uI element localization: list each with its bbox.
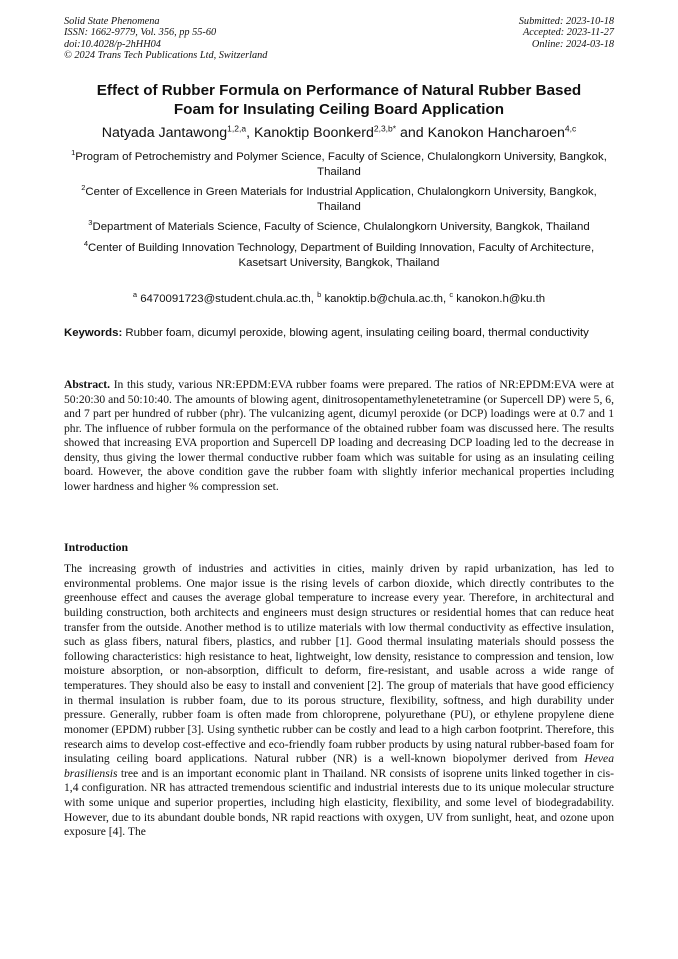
affiliation-text: Center of Excellence in Green Materials for Industrial Application, Chulalongkorn University, Bangkok, Thailand: [85, 186, 597, 213]
affiliation-text: Center of Building Innovation Technology, Department of Building Innovation, Faculty of Architecture, Kasetsart University, Bangkok, Thailand: [88, 241, 595, 269]
introduction-body: [64, 562, 614, 840]
abstract-text: In this study, various NR:EPDM:EVA rubber foams were prepared. The ratios of NR:EPDM:EVA were at 50:20:30 and 50:10:40. The amounts of blowing agent, dinitrosopentamethylenetetramine (or Supercell DP) were 5, 6, and 7 part per hundred of rubber (phr). The vulcanizing agent, dicumyl peroxide (or DCP) loadings were at 0.7 and 1 phr. The influence of rubber formula on the performance of the obtained rubber foam was discussed here. The results showed that increasing EVA proportion and Supercell DP loading and decreasing DCP loading led to the decrease in density, thus giving the lower thermal conductive rubber foam which was suitable for using as an insulating ceiling board. However, the above condition gave the rubber foam with slightly inferior mechanical properties including lower hardness and higher % compression set.: [64, 378, 614, 493]
affiliation-text: Program of Petrochemistry and Polymer Science, Faculty of Science, Chulalongkorn University, Bangkok, Thailand: [75, 151, 607, 178]
author-affil-sup: 4,c: [564, 123, 577, 134]
email-link[interactable]: kanokon.h@ku.th: [456, 293, 546, 305]
journal-info: [64, 16, 267, 61]
journal-header: [64, 16, 614, 64]
affiliation-number: 2: [81, 183, 86, 193]
email-list: [64, 292, 614, 306]
section-heading: Introduction: [64, 540, 129, 554]
email-sup: a: [132, 290, 138, 300]
abstract-section: [64, 378, 614, 494]
copyright: © 2024 Trans Tech Publications Ltd, Switzerland: [64, 49, 268, 61]
affiliation-list: [64, 150, 614, 276]
doi[interactable]: doi:10.4028/p-2hHH04: [64, 38, 161, 50]
author-list: [40, 124, 638, 142]
dates-info: [519, 16, 614, 50]
email-link[interactable]: kanoktip.b@chula.ac.th,: [324, 293, 450, 305]
title-line-2: Foam for Insulating Ceiling Board Application: [173, 101, 505, 118]
journal-name: Solid State Phenomena: [64, 16, 160, 27]
intro-text: The increasing growth of industries and activities in cities, mainly driven by rapid urbanization, has led to environmental problems. One major issue is the rising levels of carbon dioxide, which directly contributes to the greenhouse effect and causes the average global temperature to increase every year. Therefore, in architectural and building construction, both architects and engineers must design structures or residential homes that can reduce heat transfer from the outside. Another method is to utilize materials with low thermal conductivity as effective insulation, such as glass fibers, natural fibers, plastics, and rubber [1]. Good thermal insulating materials should possess the following characteristics: high resistance to heat, lightweight, low density, resistance to compression and tension, low moisture absorption, or non-absorption, difficult to deform, fire-resistant, and usable across a wide range of temperatures. They should also be easy to install and convenient [2]. The group of materials that have good efficiency in thermal insulation is rubber foam, due to its porous structure, flexibility, softness, and high durability under pressure. Generally, rubber foam is often made from chloroprene, polyurethane (PU), or ethylene propylene diene monomer (EPDM) rubber [3]. Using synthetic rubber can be costly and lead to a high carbon footprint. Therefore, this research aims to develop cost-effective and eco-friendly foam rubber products by using natural rubber-based foam for insulating ceiling board applications. Natural rubber (NR) is a well-known biopolymer derived from: [64, 562, 614, 766]
online-date: Online: 2024-03-18: [531, 38, 614, 50]
title-line-1: Effect of Rubber Formula on Performance of Natural Rubber Based: [96, 82, 582, 99]
affiliation: [64, 185, 614, 214]
affiliation-number: 1: [71, 148, 76, 158]
email-sup: c: [449, 290, 454, 300]
keywords-label: Keywords:: [64, 327, 123, 339]
intro-text: tree and is an important economic plant in Thailand. NR consists of isoprene units linked together in cis-1,4 configuration. NR has attracted tremendous scientific and industrial interests due to its unique molecular structure with some unique and superior properties, including high elasticity, flexibility, and some level of biodegradability. However, due to its abundant double bonds, NR rapid reactions with oxygen, UV from sunlight, heat, and ozone upon exposure [4]. The: [64, 766, 614, 839]
affiliation: [64, 220, 614, 235]
email-link[interactable]: 6470091723@student.chula.ac.th,: [140, 293, 318, 305]
submitted-date: Submitted: 2023-10-18: [518, 16, 614, 27]
affiliation-number: 4: [83, 239, 89, 249]
accepted-date: Accepted: 2023-11-27: [522, 27, 614, 39]
intro-italic-term: Hevea brasiliensis: [64, 752, 614, 780]
affiliation-number: 3: [88, 218, 93, 228]
keywords-text: Rubber foam, dicumyl peroxide, blowing agent, insulating ceiling board, thermal conductivity: [125, 327, 589, 339]
author-name: Kanoktip Boonkerd: [253, 125, 374, 141]
issn: ISSN: 1662-9779, Vol. 356, pp 55-60: [64, 27, 217, 39]
author-separator: and: [396, 125, 428, 141]
affiliation-text: Department of Materials Science, Faculty of Science, Chulalongkorn University, Bangkok, Thailand: [92, 221, 590, 234]
author-affil-sup: 2,3,b*: [373, 123, 397, 134]
keywords-section: [64, 326, 614, 340]
abstract-label: Abstract.: [64, 378, 111, 391]
email-sup: b: [317, 290, 322, 300]
author-affil-sup: 1,2,a: [227, 123, 247, 134]
author-name: Natyada Jantawong: [101, 125, 228, 141]
affiliation: [64, 241, 614, 270]
affiliation: [64, 150, 614, 179]
author-name: Kanokon Hancharoen: [427, 125, 565, 141]
paper-title: [64, 81, 614, 119]
author-separator: ,: [246, 125, 254, 141]
